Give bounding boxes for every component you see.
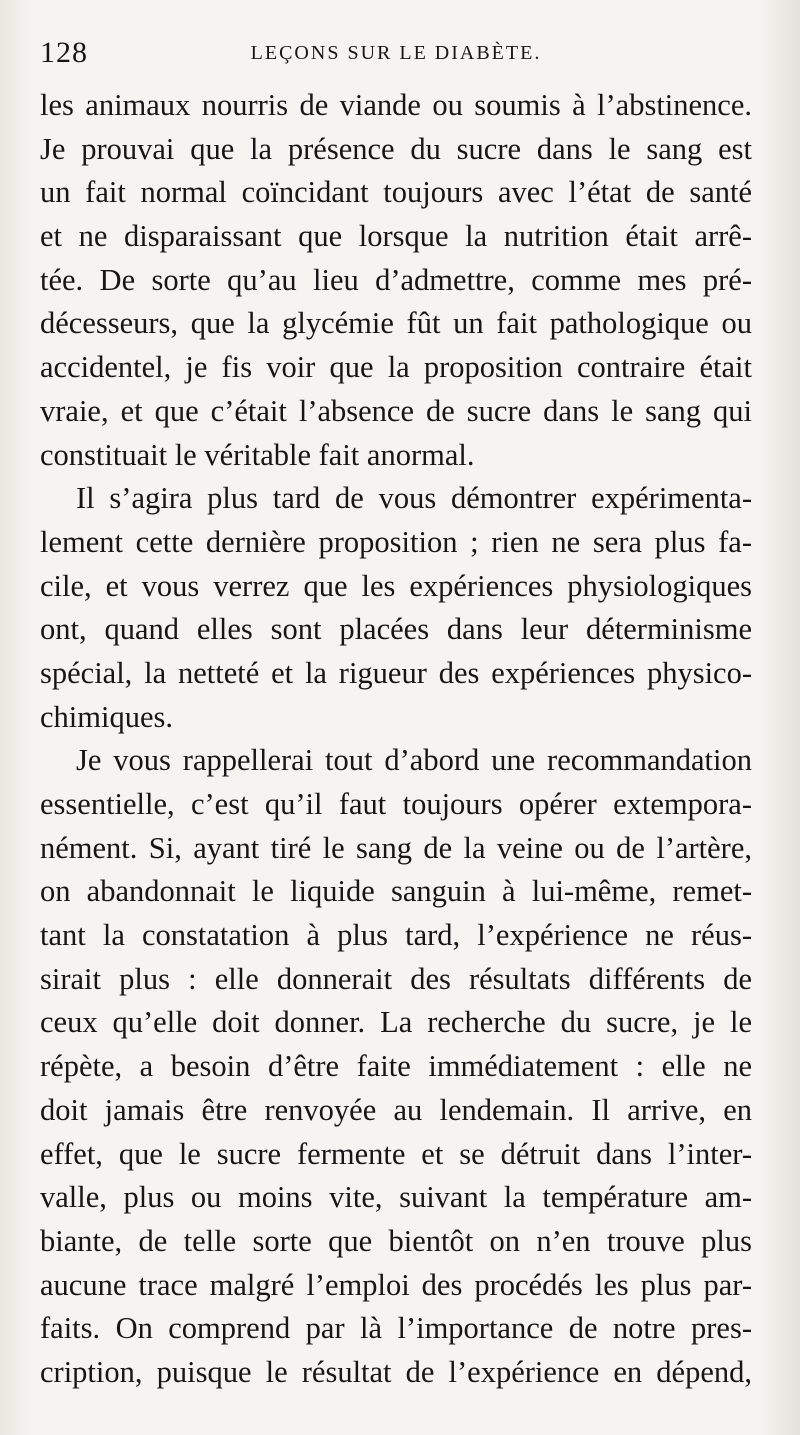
- text-line: vraie, et que c’était l’absence de sucre dans le sang qui: [40, 393, 752, 428]
- text-line: ont, quand elles sont placées dans leur déterminisme: [40, 612, 752, 647]
- text-line: chimiques.: [40, 699, 173, 734]
- body-text: [40, 84, 752, 1395]
- text-line: valle, plus ou moins vite, suivant la température am-: [40, 1180, 752, 1215]
- text-line: effet, que le sucre fermente et se détruit dans l’inter-: [40, 1136, 752, 1171]
- text-line: aucune trace malgré l’emploi des procédés les plus par-: [40, 1267, 752, 1302]
- text-line: biante, de telle sorte que bientôt on n’en trouve plus: [40, 1223, 752, 1258]
- text-line: cile, et vous verrez que les expériences physiologiques: [40, 568, 752, 603]
- page-header: [40, 32, 752, 84]
- text-line: les animaux nourris de viande ou soumis à l’abstinence.: [40, 88, 752, 122]
- text-line: nément. Si, ayant tiré le sang de la veine ou de l’artère,: [40, 830, 752, 865]
- text-line: et ne disparaissant que lorsque la nutrition était arrê-: [40, 219, 752, 254]
- text-line: accidentel, je fis voir que la proposition contraire était: [40, 350, 752, 385]
- text-line: faits. On comprend par là l’importance de notre pres-: [40, 1311, 752, 1346]
- text-line: on abandonnait le liquide sanguin à lui-même, remet-: [40, 874, 752, 909]
- text-line: doit jamais être renvoyée au lendemain. Il arrive, en: [40, 1092, 752, 1127]
- text-line: spécial, la netteté et la rigueur des expériences physico-: [40, 655, 752, 690]
- text-line: ceux qu’elle doit donner. La recherche du sucre, je le: [40, 1005, 752, 1040]
- text-line: répète, a besoin d’être faite immédiatement : elle ne: [40, 1049, 752, 1084]
- text-line: tant la constatation à plus tard, l’expérience ne réus-: [40, 918, 752, 953]
- text-line: constituait le véritable fait anormal.: [40, 437, 475, 472]
- text-line: Je vous rappellerai tout d’abord une recommandation: [76, 743, 752, 778]
- text-line: Je prouvai que la présence du sucre dans le sang est: [40, 131, 752, 166]
- text-line: Il s’agira plus tard de vous démontrer expérimenta-: [76, 481, 752, 516]
- text-line: essentielle, c’est qu’il faut toujours opérer extempora-: [40, 787, 752, 821]
- running-head: LEÇONS SUR LE DIABÈTE.: [250, 42, 542, 64]
- text-line: un fait normal coïncidant toujours avec l’état de santé: [40, 175, 752, 210]
- text-line: lement cette dernière proposition ; rien ne sera plus fa-: [40, 524, 752, 559]
- page-number: 128: [40, 36, 88, 69]
- text-line: décesseurs, que la glycémie fût un fait pathologique ou: [40, 306, 752, 341]
- text-line: cription, puisque le résultat de l’expérience en dépend,: [40, 1354, 752, 1389]
- text-line: sirait plus : elle donnerait des résultats différents de: [40, 961, 752, 996]
- text-line: tée. De sorte qu’au lieu d’admettre, comme mes pré-: [40, 262, 752, 297]
